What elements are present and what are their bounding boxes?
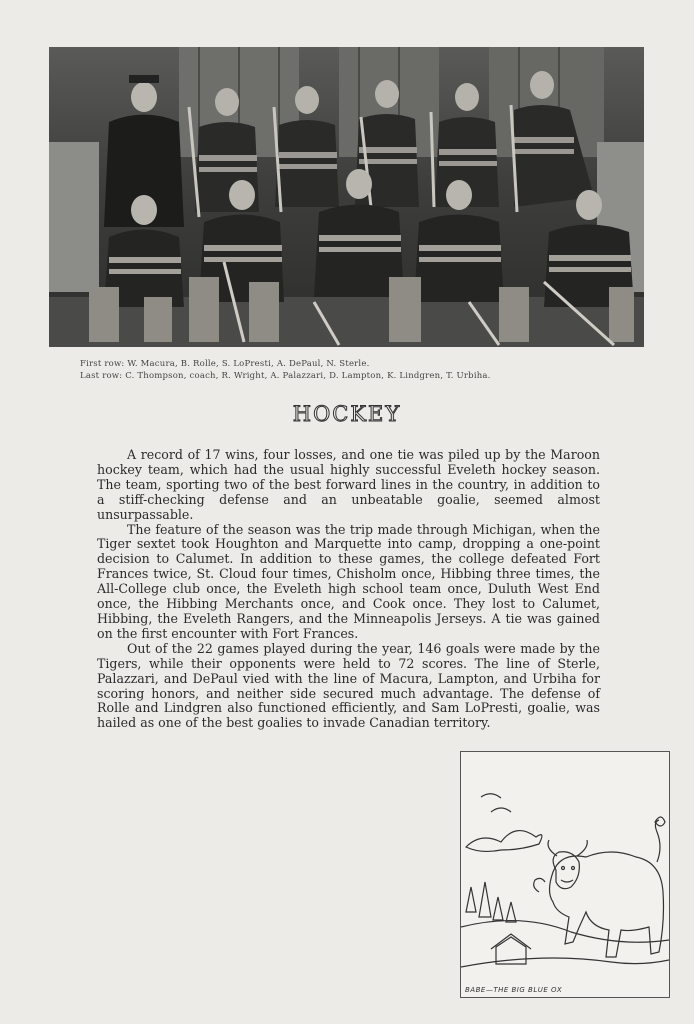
team-photo bbox=[49, 47, 644, 347]
paragraph-1: A record of 17 wins, four losses, and one tie was piled up by the Maroon hockey team, which had the usual highly successful Eveleth hockey season. The team, sporting two of the best forward lines in the country, in addition to a stiff-checking defense and an unbeatable goalie, seemed almost unsurpassable. bbox=[97, 447, 600, 522]
photo-caption bbox=[80, 358, 600, 382]
caption-first-row: First row: W. Macura, B. Rolle, S. LoPresti, A. DePaul, N. Sterle. bbox=[80, 359, 370, 369]
paragraph-3: Out of the 22 games played during the year, 146 goals were made by the Tigers, while their opponents were held to 72 scores. The line of Sterle, Palazzari, and DePaul vied with the line of Macura, Lampton, and Urbiha for scoring honors, and neither side secured much advantage. The defense of Rolle and Lindgren also functioned efficiently, and Sam LoPresti, goalie, was hailed as one of the best goalies to invade Canadian territory. bbox=[97, 640, 600, 731]
babe-ox-cartoon bbox=[460, 751, 670, 998]
article-body bbox=[97, 448, 600, 731]
paragraph-2: The feature of the season was the trip made through Michigan, when the Tiger sextet took Houghton and Marquette into camp, dropping a one-point decision to Calumet. In addition to these games, the college defeated Fort Frances twice, St. Cloud four times, Chisholm once, Hibbing three times, the All-College club once, the Eveleth high school team once, Duluth West End once, the Hibbing Merchants once, and Cook once. They lost to Calumet, Hibbing, the Eveleth Rangers, and the Minneapolis Jerseys. A tie was gained on the first encounter with Fort Frances. bbox=[97, 521, 600, 641]
cartoon-caption: BABE—THE BIG BLUE OX bbox=[465, 986, 563, 994]
article-title: HOCKEY bbox=[292, 402, 402, 426]
team-photo-illustration bbox=[49, 47, 644, 347]
caption-last-row: Last row: C. Thompson, coach, R. Wright, A. Palazzari, D. Lampton, K. Lindgren, T. Urbiha. bbox=[80, 371, 491, 381]
ox-illustration bbox=[461, 752, 669, 997]
